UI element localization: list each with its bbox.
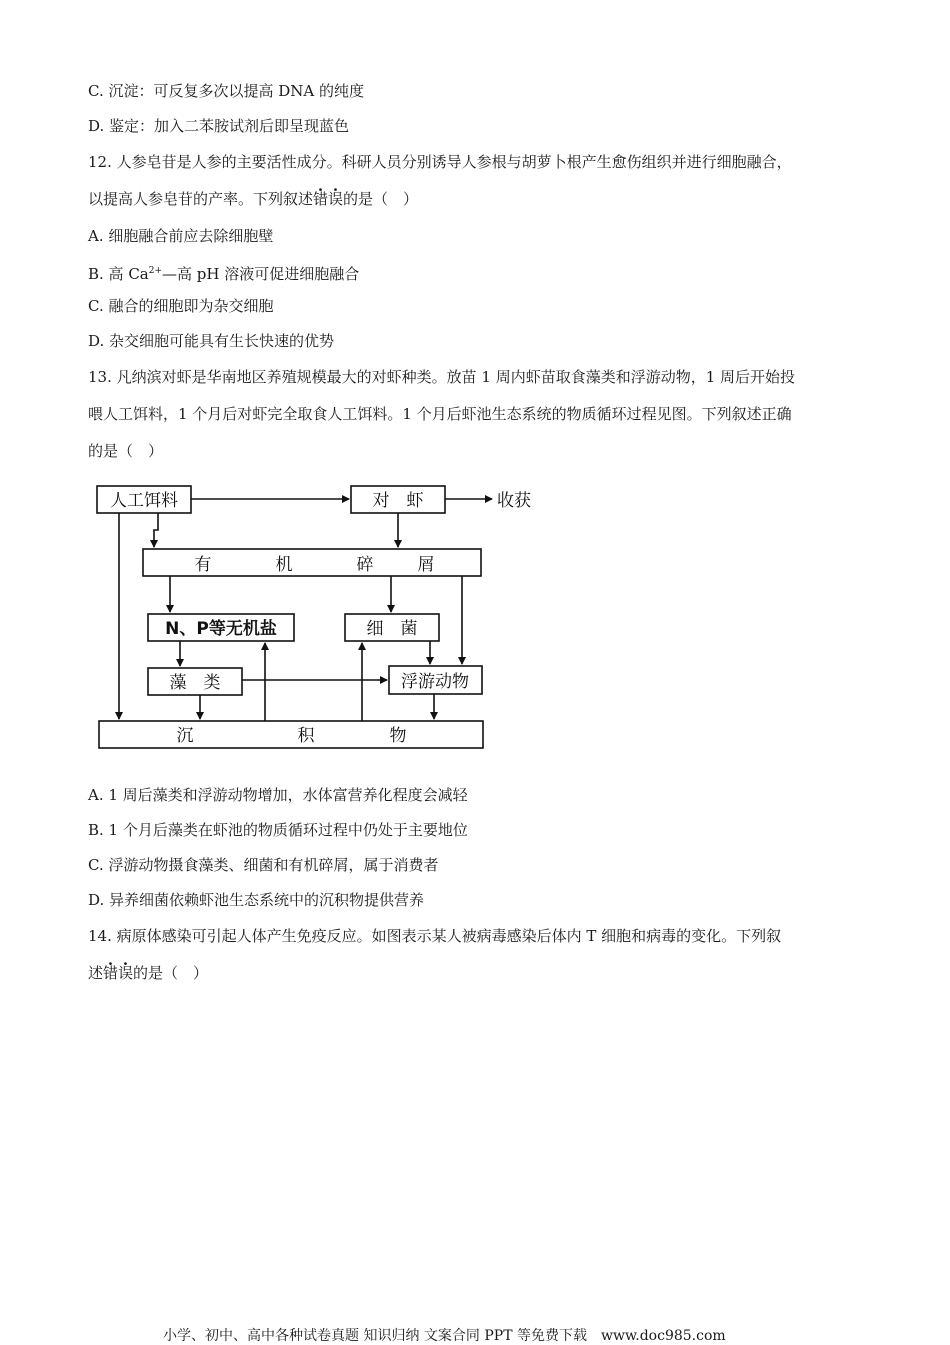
- q14-stem-post: 的是（ ）: [133, 964, 209, 982]
- salts-label: N、P等无机盐: [165, 619, 277, 639]
- arrow-feed-detritus: [154, 513, 158, 547]
- detritus-char: 有: [194, 555, 212, 575]
- q13-option-b: B. 1 个月后藻类在虾池的物质循环过程中仍处于主要地位: [88, 821, 468, 839]
- q11-option-d: D. 鉴定：加入二苯胺试剂后即呈现蓝色: [88, 117, 350, 135]
- detritus-char: 机: [275, 555, 293, 575]
- q12-option-d: D. 杂交细胞可能具有生长快速的优势: [88, 332, 335, 350]
- emphasis-char: 误: [118, 964, 134, 982]
- q12-stem-post: 的是（ ）: [343, 190, 419, 208]
- q12-option-a: A. 细胞融合前应去除细胞壁: [88, 227, 274, 245]
- q12-option-b-sup: 2+: [148, 266, 163, 276]
- q12-stem-pre: 以提高人参皂苷的产率。下列叙述: [88, 190, 314, 208]
- detritus-char: 屑: [417, 555, 435, 575]
- footer-text: 小学、初中、高中各种试卷真题 知识归纳 文案合同 PPT 等免费下载: [163, 1328, 587, 1344]
- q13-option-a: A. 1 周后藻类和浮游动物增加，水体富营养化程度会减轻: [88, 786, 468, 804]
- footer-url[interactable]: www.doc985.com: [600, 1328, 726, 1344]
- q12-stem-line1: 12. 人参皂苷是人参的主要活性成分。科研人员分别诱导人参根与胡萝卜根产生愈伤组织并进行细胞融合，: [88, 153, 792, 171]
- q13-stem-line3: 的是（ ）: [88, 442, 164, 460]
- q12-option-b: [88, 261, 359, 284]
- sediment-char: 积: [297, 726, 315, 746]
- sediment-box: [99, 721, 483, 748]
- emphasis-char: 误: [328, 190, 344, 208]
- q13-option-d: D. 异养细菌依赖虾池生态系统中的沉积物提供营养: [88, 891, 425, 909]
- algae-label: 藻 类: [169, 673, 221, 693]
- page-footer: [163, 1325, 726, 1345]
- q12-option-b-post: —高 pH 溶液可促进细胞融合: [162, 265, 360, 283]
- q12-option-c: C. 融合的细胞即为杂交细胞: [88, 297, 274, 315]
- q14-stem-line1: 14. 病原体感染可引起人体产生免疫反应。如图表示某人被病毒感染后体内 T 细胞和病毒的变化。下列叙: [88, 927, 782, 945]
- q14-stem-pre: 述: [88, 964, 104, 982]
- sediment-char: 沉: [176, 726, 194, 746]
- sediment-char: 物: [389, 726, 407, 746]
- zooplankton-label: 浮游动物: [401, 672, 469, 692]
- q13-option-c: C. 浮游动物摄食藻类、细菌和有机碎屑，属于消费者: [88, 856, 439, 874]
- q13-stem-line2: 喂人工饵料，1 个月后对虾完全取食人工饵料。1 个月后虾池生态系统的物质循环过程见图。下列叙述正确: [88, 405, 792, 423]
- q13-stem-line1: 13. 凡纳滨对虾是华南地区养殖规模最大的对虾种类。放苗 1 周内虾苗取食藻类和浮游动物，1 周后开始投: [88, 368, 796, 386]
- material-cycle-diagram: [95, 483, 545, 753]
- detritus-char: 碎: [356, 555, 374, 575]
- q11-option-c: C. 沉淀：可反复多次以提高 DNA 的纯度: [88, 82, 365, 100]
- q14-stem-line2: [88, 963, 208, 983]
- emphasis-char: 错: [313, 190, 329, 208]
- q12-option-b-pre: B. 高 Ca: [88, 265, 149, 283]
- emphasis-char: 错: [103, 964, 119, 982]
- shrimp-label: 对 虾: [372, 491, 424, 511]
- feed-label: 人工饵料: [110, 491, 178, 511]
- harvest-label: 收获: [497, 491, 531, 511]
- bacteria-label: 细 菌: [366, 619, 418, 639]
- q12-stem-line2: [88, 189, 418, 209]
